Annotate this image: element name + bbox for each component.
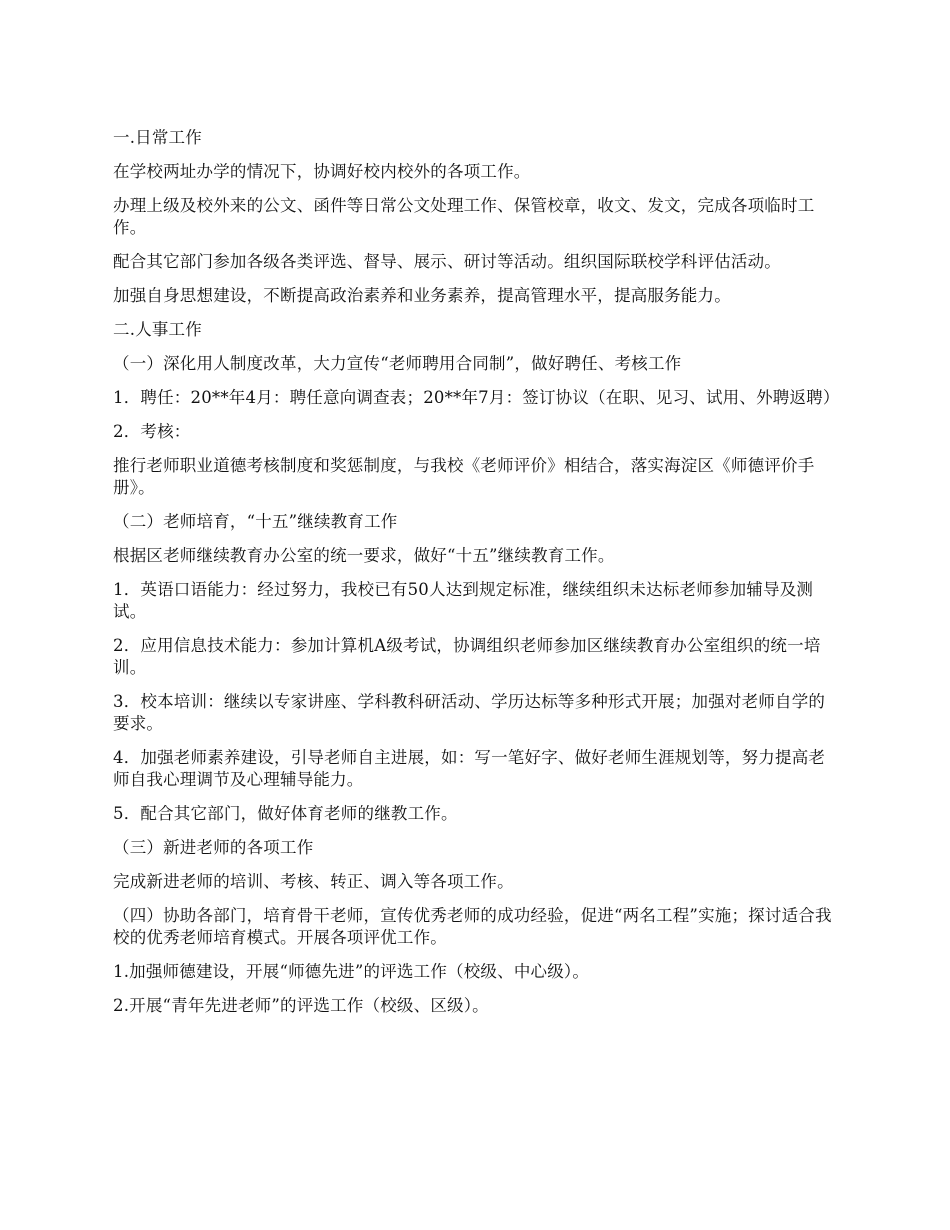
paragraph: 在学校两址办学的情况下，协调好校内校外的各项工作。 <box>113 162 531 181</box>
list-item: 2.开展“青年先进老师”的评选工作（校级、区级）。 <box>113 996 489 1015</box>
subsection-heading: （四）协助各部门，培育骨干老师，宣传优秀老师的成功经验，促进“两名工程”实施；探讨适合我校的优秀老师培育模式。开展各项评优工作。 <box>113 906 832 947</box>
section-heading-daily-work: 一.日常工作 <box>113 128 202 147</box>
subsection-heading: （三）新进老师的各项工作 <box>113 838 314 857</box>
list-item: 3．校本培训：继续以专家讲座、学科教科研活动、学历达标等多种形式开展；加强对老师自学的要求。 <box>113 692 826 733</box>
document-body <box>113 127 839 1029</box>
paragraph: 推行老师职业道德考核制度和奖惩制度，与我校《老师评价》相结合，落实海淀区《师德评价手册》。 <box>113 456 815 497</box>
list-item: 1．英语口语能力：经过努力，我校已有50人达到规定标准，继续组织未达标老师参加辅导及测试。 <box>113 580 814 621</box>
paragraph: 配合其它部门参加各级各类评选、督导、展示、研讨等活动。组织国际联校学科评估活动。 <box>113 252 781 271</box>
list-item: 4．加强老师素养建设，引导老师自主进展，如：写一笔好字、做好老师生涯规划等，努力提高老师自我心理调节及心理辅导能力。 <box>113 748 826 789</box>
paragraph: 加强自身思想建设，不断提高政治素养和业务素养，提高管理水平，提高服务能力。 <box>113 286 731 305</box>
section-heading-personnel: 二.人事工作 <box>113 320 202 339</box>
list-item: 2．考核： <box>113 422 191 441</box>
list-item: 5．配合其它部门，做好体育老师的继教工作。 <box>113 804 458 823</box>
list-item: 2．应用信息技术能力：参加计算机A级考试，协调组织老师参加区继续教育办公室组织的统一培训。 <box>113 636 821 677</box>
paragraph: 完成新进老师的培训、考核、转正、调入等各项工作。 <box>113 872 514 891</box>
subsection-heading: （二）老师培育，“十五”继续教育工作 <box>113 512 398 531</box>
subsection-heading: （一）深化用人制度改革，大力宣传“老师聘用合同制”，做好聘任、考核工作 <box>113 354 682 373</box>
paragraph: 根据区老师继续教育办公室的统一要求，做好“十五”继续教育工作。 <box>113 546 615 565</box>
paragraph: 办理上级及校外来的公文、函件等日常公文处理工作、保管校章，收文、发文，完成各项临时工作。 <box>113 196 815 237</box>
list-item: 1．聘任：20**年4月：聘任意向调查表；20**年7月：签订协议（在职、见习、试用、外聘返聘） <box>113 388 840 407</box>
list-item: 1.加强师德建设，开展“师德先进”的评选工作（校级、中心级）。 <box>113 962 590 981</box>
